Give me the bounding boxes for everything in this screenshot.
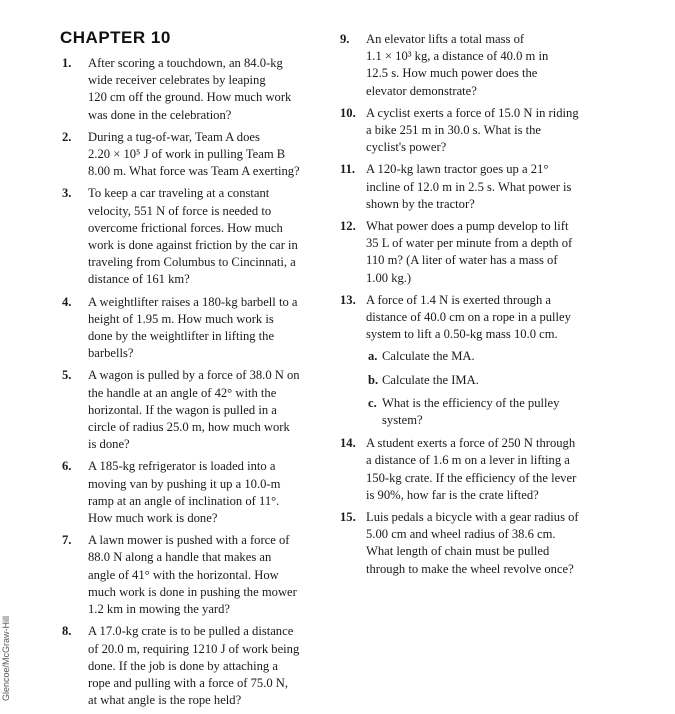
problem-7 — [62, 532, 332, 618]
publisher-side-text: Glencoe/McGraw-Hill — [1, 615, 11, 701]
problem-text: A cyclist exerts a force of 15.0 N in riding a bike 251 m in 30.0 s. What is the cyclist's power? — [366, 105, 579, 155]
part-label: c. — [368, 395, 377, 410]
problem-text: After scoring a touchdown, an 84.0-kg wide receiver celebrates by leaping 120 cm off the ground. How much work was done in the celebration? — [88, 56, 292, 122]
problem-number: 8. — [62, 624, 72, 639]
problem-number: 2. — [62, 129, 72, 144]
problem-number: 11. — [340, 162, 356, 177]
problem-text: A 185-kg refrigerator is loaded into a moving van by pushing it up a 10.0-m ramp at an angle of inclination of 11°. How much work is done? — [88, 459, 281, 526]
problem-4 — [62, 294, 332, 363]
problem-13-part-c — [368, 395, 615, 429]
problem-8 — [62, 623, 332, 709]
problem-11 — [340, 161, 615, 213]
problem-number: 4. — [62, 294, 72, 309]
problem-text: During a tug-of-war, Team A does 2.20 × 10⁵ J of work in pulling Team B 8.00 m. What force was Team A exerting? — [88, 129, 300, 179]
problem-number: 10. — [340, 105, 356, 120]
problem-number: 15. — [340, 510, 356, 525]
problem-13-part-b — [368, 372, 615, 389]
problem-9 — [340, 31, 615, 100]
problem-15 — [340, 509, 615, 578]
problem-text: A force of 1.4 N is exerted through a distance of 40.0 cm on a rope in a pulley system to lift a 0.50-kg mass 10.0 cm. — [366, 292, 571, 342]
problem-1 — [62, 55, 332, 124]
problem-number: 6. — [62, 459, 72, 474]
problem-13 — [340, 292, 615, 344]
problem-number: 3. — [62, 186, 72, 201]
problem-text: Luis pedals a bicycle with a gear radius of 5.00 cm and wheel radius of 38.6 cm. What length of chain must be pulled through to make the wheel revolve once? — [366, 510, 579, 576]
problem-text: To keep a car traveling at a constant velocity, 551 N of force is needed to overcome frictional forces. How much work is done against friction by the car in traveling from Columbus to Cincinnati, a distance of 161 km? — [88, 186, 298, 287]
problem-12 — [340, 218, 615, 287]
problem-text: A wagon is pulled by a force of 38.0 N on the handle at an angle of 42° with the horizontal. If the wagon is pulled in a circle of radius 25.0 m, how much work is done? — [88, 368, 300, 452]
problem-number: 1. — [62, 56, 72, 70]
problem-13-part-a — [368, 348, 615, 365]
part-text: Calculate the IMA. — [382, 372, 479, 387]
problem-6 — [62, 458, 332, 527]
problem-number: 12. — [340, 219, 356, 234]
problem-3 — [62, 185, 332, 288]
part-text: What is the efficiency of the pulley system? — [382, 395, 560, 428]
problem-2 — [62, 129, 332, 181]
left-column — [62, 55, 332, 714]
problem-text: What power does a pump develop to lift 35 L of water per minute from a depth of 110 m? (A liter of water has a mass of 1.00 kg.) — [366, 219, 573, 285]
problem-text: A 17.0-kg crate is to be pulled a distance of 20.0 m, requiring 1210 J of work being done. If the job is done by attaching a rope and pulling with a force of 75.0 N, at what angle is the rope held? — [88, 624, 300, 708]
problem-number: 13. — [340, 292, 356, 307]
problem-5 — [62, 367, 332, 453]
part-label: b. — [368, 372, 379, 387]
problem-number: 9. — [340, 32, 350, 46]
part-label: a. — [368, 349, 378, 364]
problem-text: An elevator lifts a total mass of 1.1 × 10³ kg, a distance of 40.0 m in 12.5 s. How much power does the elevator demonstrate? — [366, 32, 549, 98]
problem-text: A lawn mower is pushed with a force of 88.0 N along a handle that makes an angle of 41° with the horizontal. How much work is done in pushing the mower 1.2 km in mowing the yard? — [88, 533, 297, 617]
problem-number: 5. — [62, 368, 72, 383]
problem-10 — [340, 105, 615, 157]
problem-number: 14. — [340, 436, 356, 451]
right-column — [340, 31, 615, 583]
problem-text: A 120-kg lawn tractor goes up a 21° incline of 12.0 m in 2.5 s. What power is shown by the tractor? — [366, 162, 572, 211]
part-text: Calculate the MA. — [382, 349, 475, 364]
problem-number: 7. — [62, 533, 72, 548]
chapter-title: CHAPTER 10 — [60, 28, 171, 47]
problem-14 — [340, 435, 615, 504]
problem-text: A weightlifter raises a 180-kg barbell to a height of 1.95 m. How much work is done by the weightlifter in lifting the barbells? — [88, 294, 298, 361]
problem-text: A student exerts a force of 250 N through a distance of 1.6 m on a lever in lifting a 150-kg crate. If the efficiency of the lever is 90%, how far is the crate lifted? — [366, 436, 577, 502]
